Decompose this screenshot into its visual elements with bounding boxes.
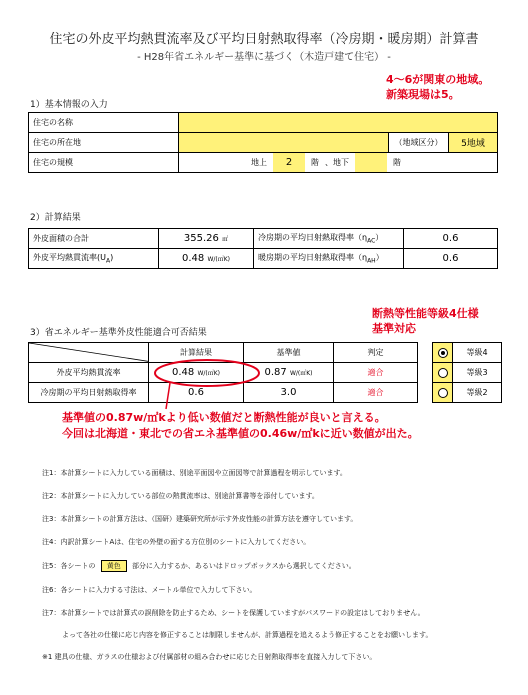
section3-heading: 3）省エネルギー基準外皮性能適合可否結果 [30, 328, 207, 338]
section1-heading: 1）基本情報の入力 [30, 100, 108, 110]
page-title: 住宅の外皮平均熱貫流率及び平均日射熱取得率（冷房期・暖房期）計算書 [49, 32, 479, 47]
grade-4-label: 等級4 [453, 343, 502, 363]
row-ua-standard: 0.87 W/(㎡K) [244, 363, 334, 383]
yellow-chip: 黄色 [101, 560, 127, 572]
annotation-region-line2: 新築現場は5。 [386, 88, 460, 101]
note-5: 注5：各シートの 黄色 部分に入力するか、あるいはドロップボックスから選択してください。 [42, 562, 356, 570]
row-eta-label: 冷房期の平均日射熱取得率 [29, 383, 149, 403]
below-floors-input[interactable] [355, 153, 387, 172]
note-4: 注4：内訳計算シートAは、住宅の外壁の面する方位別のシートに入力してください。 [42, 538, 311, 546]
diagonal-line [29, 343, 149, 363]
grade-3-label: 等級3 [453, 363, 502, 383]
grade-2-label: 等級2 [453, 383, 502, 403]
page-subtitle: - H28年省エネルギー基準に基づく（木造戸建て住宅） - [137, 52, 391, 63]
radio-empty-icon [438, 388, 448, 398]
annotation-region [386, 72, 489, 102]
name-input[interactable] [179, 113, 498, 133]
location-input[interactable] [179, 133, 389, 153]
total-area-label: 外皮面積の合計 [29, 229, 159, 249]
annotation-grade-line2: 基準対応 [372, 322, 416, 335]
grade-3-radio[interactable] [433, 363, 453, 383]
annotation-explanation-line1: 基準値の0.87w/㎡kより低い数値だと断熱性能が良いと言える。 [62, 411, 386, 424]
header-result: 計算結果 [149, 343, 244, 363]
below-label: 、地下 [325, 158, 349, 167]
note-3: 注3：本計算シートの計算方法は、（国研）建築研究所が示す外皮性能の計算方法を遵守しています。 [42, 515, 358, 523]
annotation-grade-line1: 断熱等性能等級4仕様 [372, 307, 479, 320]
floor-label-2: 階 [393, 158, 401, 167]
radio-selected-icon [438, 348, 448, 358]
annotation-grade [372, 306, 479, 336]
note-1: 注1：本計算シートに入力している面積は、別途平面図や立面図等で計算過程を明示しています。 [42, 469, 347, 477]
annotation-region-line1: 4～6が関東の地域。 [386, 73, 490, 86]
floor-label: 階 [311, 158, 319, 167]
row-ua-judge: 適合 [334, 363, 418, 383]
cooling-eta-label: 冷房期の平均日射熱取得率$(\eta_{AC})$ [254, 229, 404, 249]
row-eta-result: 0.6 [149, 383, 244, 403]
above-label: 地上 [251, 158, 267, 167]
row-eta-judge: 適合 [334, 383, 418, 403]
location-label: 住宅の所在地 [29, 133, 179, 153]
ua-value: 0.48 W/(㎡K) [159, 249, 254, 269]
region-label: （地域区分） [389, 133, 449, 153]
note-7-cont: よって各社の仕様に応じ内容を修正することは制限しませんが、計算過程を追えるよう修正することをお願いします。 [62, 631, 433, 639]
heating-eta-value: 0.6 [404, 249, 498, 269]
scale-label: 住宅の規模 [29, 153, 179, 173]
arrow-connector [160, 383, 180, 411]
row-eta-standard: 3.0 [244, 383, 334, 403]
name-label: 住宅の名称 [29, 113, 179, 133]
header-standard: 基準値 [244, 343, 334, 363]
grade-2-radio[interactable] [433, 383, 453, 403]
grade-table [432, 342, 502, 403]
basic-info-table [28, 112, 498, 173]
annotation-explanation [62, 410, 419, 442]
calc-results-table [28, 228, 498, 269]
diagonal-header-cell [29, 343, 149, 363]
row-ua-label: 外皮平均熱貫流率 [29, 363, 149, 383]
note-8: ※1 建具の仕様、ガラスの仕様および付属部材の組み合わせに応じた日射熱取得率を直接入力して下さい。 [42, 653, 377, 661]
row-ua-result: 0.48 W/(㎡K) [149, 363, 244, 383]
section2-heading: 2）計算結果 [30, 213, 81, 223]
heating-eta-label: 暖房期の平均日射熱取得率$(\eta_{AH})$ [254, 249, 404, 269]
note-6: 注6：各シートに入力する寸法は、メートル単位で入力して下さい。 [42, 586, 257, 594]
header-judge: 判定 [334, 343, 418, 363]
radio-empty-icon [438, 368, 448, 378]
above-floors-input[interactable]: 2 [273, 153, 305, 172]
annotation-explanation-line2: 今回は北海道・東北での省エネ基準値の0.46w/㎡kに近い数値が出た。 [62, 427, 419, 440]
region-select[interactable]: 5地域 [449, 133, 498, 153]
grade-4-radio[interactable] [433, 343, 453, 363]
total-area-value: 355.26 ㎡ [159, 229, 254, 249]
cooling-eta-value: 0.6 [404, 229, 498, 249]
note-7: 注7：本計算シートでは計算式の誤削除を防止するため、シートを保護していますがパスワードの設定はしておりません。 [42, 609, 425, 617]
ua-label: 外皮平均熱貫流率$(U_A)$ [29, 249, 159, 269]
note-2: 注2：本計算シートに入力している部位の熱貫流率は、別途計算書等を添付しています。 [42, 492, 319, 500]
